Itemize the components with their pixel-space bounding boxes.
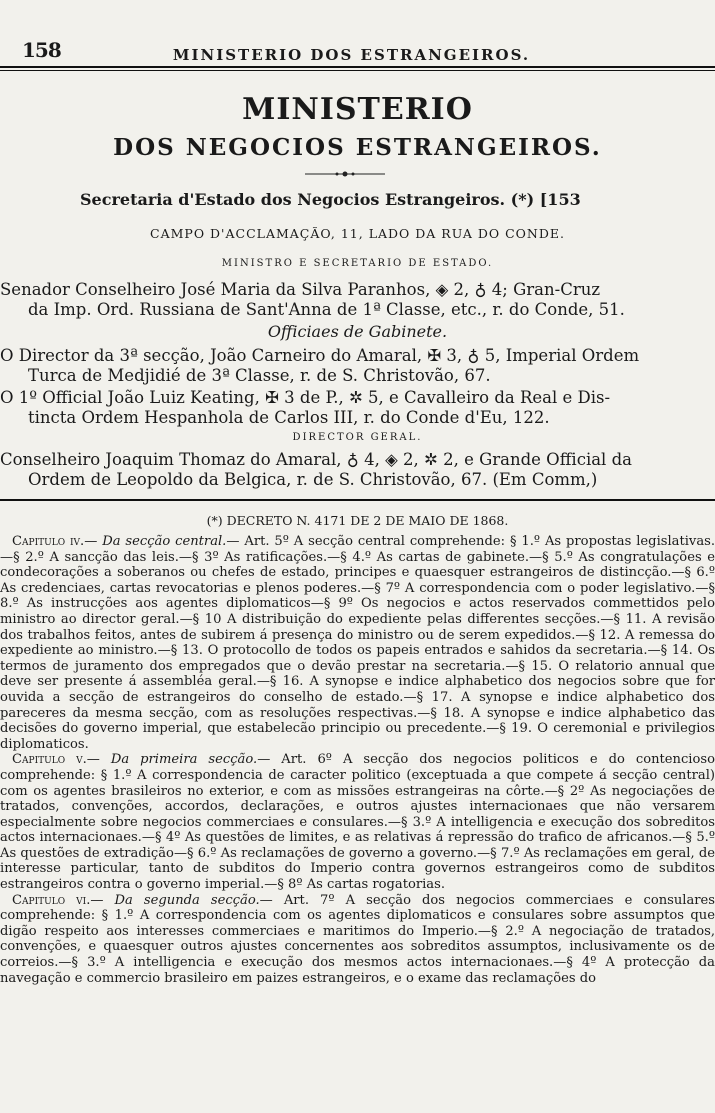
officials-heading: Officiaes de Gabinete. [267, 322, 448, 341]
official-1-line-1: O Director da 3ª secção, João Carneiro do Amaral, ✠ 3, ♁ 5, Imperial Ordem [0, 346, 640, 365]
chapter-heading: — Da primeira secção. [86, 752, 258, 768]
chapter-heading: — Da secção central. [84, 534, 227, 549]
chapter-text: — Art. 5º A secção central comprehende: § 1.º As propostas legislativas.—§ 2.º A sancção das leis.—§ 3º As ratificações.—§ 4.º As cartas de gabinete.—§ 5.º As congratulações e condecorações a soberanos ou chefes de estado, principes e quaesquer estrangeiros de distincção.—§ 6.º As credenciaes, cartas revocatorias e plenos poderes.—§ 7º A correspondencia com o poder legislativo.—§ 8.º As instrucções aos agentes diplomaticos—§ 9º Os negocios e actos reservados commettidos pelo ministro ao director geral.—§ 10 A distribuição do expediente pelas differentes secções.—§ 11. A revisão dos trabalhos feitos, antes de subirem á presença do ministro ou de serem expedidos.—§ 12. A remessa do expediente ao ministro.—§ 13. O protocollo de todos os papeis entrados e sahidos da secretaria.—§ 14. Os termos de juramento dos empregados que o devão prestar na secretaria.—§ 15. O relatorio annual que deve ser presente á assembléa geral.—§ 16. A synopse e indice alphabetico dos negocios sobre que for ouvida a secção de estrangeiros do conselho de estado.—§ 17. A synopse e indice alphabetico dos pareceres da mesma secção, com as resoluções respectivas.—§ 18. A synopse e indice alphabetico das decisões do governo imperial, que estabelecão principio ou precedente.—§ 19. O ceremonial e privilegios diplomaticos. [0, 534, 715, 752]
chapter-heading: — Da segunda secção. [90, 892, 260, 908]
secretaria-heading: Secretaria d'Estado dos Negocios Estrangeiros. (*) [153 [80, 190, 581, 209]
chapter-label: Capitulo vi. [12, 892, 91, 908]
official-entry-1 [0, 346, 715, 386]
decree-reference: (*) DECRETO N. 4171 DE 2 DE MAIO DE 1868. [206, 513, 509, 528]
chapter-paragraph [0, 752, 715, 892]
section-subtitle: DOS NEGOCIOS ESTRANGEIROS. [113, 134, 602, 161]
chapter-text: — Art. 7º A secção dos negocios commerciaes e consulares comprehende: § 1.º A correspondencia com os agentes diplomaticos e consulares sobre assumptos que digão respeito aos interesses commerciaes e maritimos do Imperio.—§ 2.º A negociação de tratados, convenções, e quaesquer outros ajustes concernentes aos sobreditos assumptos, inclusivamente os de correios.—§ 3.º A intelligencia e execução dos mesmos actos internacionaes.—§ 4º A protecção da navegação e commercio brasileiro em paizes estrangeiros, e o exame das reclamações do [0, 892, 715, 986]
director-heading: DIRECTOR GERAL. [292, 432, 423, 443]
header-double-rule [0, 66, 715, 71]
ornament-divider-icon [305, 171, 385, 177]
director-line-1: Conselheiro Joaquim Thomaz do Amaral, ♁ 4, ◈ 2, ✲ 2, e Grande Official da [0, 450, 632, 469]
chapter-label: Capitulo iv. [12, 534, 85, 549]
chapter-label: Capitulo v. [12, 752, 87, 768]
chapter-paragraph [0, 534, 715, 752]
footnote-rule [0, 499, 715, 501]
running-header [22, 0, 681, 64]
address-line: CAMPO D'ACCLAMAÇÃO, 11, LADO DA RUA DO CONDE. [150, 226, 565, 241]
director-entry [0, 450, 715, 490]
running-title: MINISTERIO DOS ESTRANGEIROS. [172, 46, 531, 64]
section-title: MINISTERIO [242, 92, 473, 127]
official-1-line-2: Turca de Medjidié de 3ª Classe, r. de S. Christovão, 67. [28, 366, 491, 385]
official-2-line-1: O 1º Official João Luiz Keating, ✠ 3 de P., ✲ 5, e Cavalleiro da Real e Dis- [0, 388, 611, 407]
official-2-line-2: tincta Ordem Hespanhola de Carlos III, r. do Conde d'Eu, 122. [28, 408, 550, 427]
minister-line-1: Senador Conselheiro José Maria da Silva Paranhos, ◈ 2, ♁ 4; Gran-Cruz [0, 280, 601, 299]
footnote-body [0, 534, 715, 986]
chapter-text: — Art. 6º A secção dos negocios politicos e do contencioso comprehende: § 1.º A correspondencia de caracter politico (exceptuada a que compete á secção central) com os agentes brasileiros no exterior, e com as missões estrangeiras na côrte.—§ 2º As negociações de tratados, convenções, accordos, declarações, e outros ajustes internacionaes que não versarem especialmente sobre negocios commerciaes e consulares.—§ 3.º A intelligencia e execução dos sobreditos actos internacionaes.—§ 4º As questões de limites, e as relativas á repressão do trafico de africanos.—§ 5.º As questões de extradição—§ 6.º As reclamações de governo a governo.—§ 7.º As reclamações em geral, de interesse particular, tanto de subditos do Imperio contra governos estrangeiros como de subditos estrangeiros contra o governo imperial.—§ 8º As cartas rogatorias. [0, 752, 715, 893]
page-number: 158 [22, 38, 61, 62]
director-line-2: Ordem de Leopoldo da Belgica, r. de S. Christovão, 67. (Em Comm,) [28, 470, 598, 489]
chapter-paragraph [0, 893, 715, 987]
minister-heading: MINISTRO E SECRETARIO DE ESTADO. [221, 258, 494, 269]
minister-entry [0, 280, 715, 320]
minister-line-2: da Imp. Ord. Russiana de Sant'Anna de 1ª Classe, etc., r. do Conde, 51. [28, 300, 625, 319]
official-entry-2 [0, 388, 715, 428]
